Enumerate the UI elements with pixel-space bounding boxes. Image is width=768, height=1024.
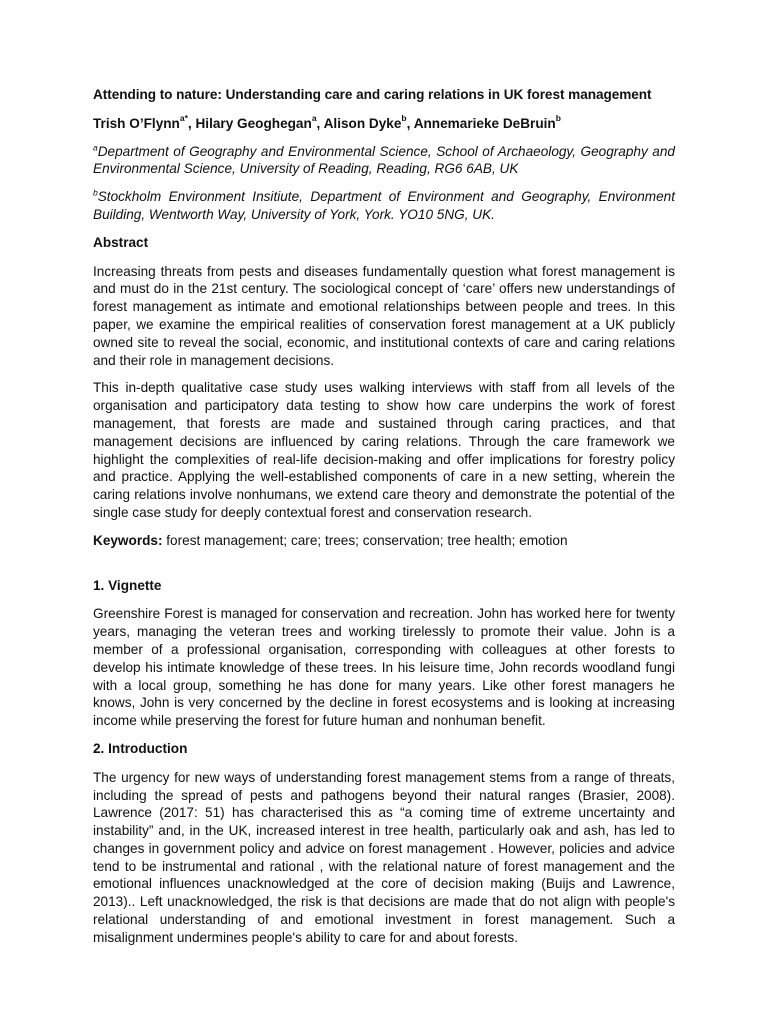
- affiliation-b: $^b$Stockholm Environment Insitiute, Department of Environment and Geography, Environment Building, Wentworth Way, University of York, York. YO10 5NG, UK.: [93, 187, 675, 222]
- author: Hilary Geoghegan$^a$,: [195, 113, 324, 131]
- keywords-text: forest management; care; trees; conservation; tree health; emotion: [162, 532, 568, 548]
- abstract-paragraph-1: Increasing threats from pests and diseases fundamentally question what forest management is and must do in the 21st century. The sociological concept of ‘care’ offers new understandings of forest management as intimate and emotional relationships between people and trees. In this paper, we examine the empirical realities of conservation forest management at a UK publicly owned site to reveal the social, economic, and institutional contexts of care and caring relations and their role in management decisions.: [93, 263, 675, 368]
- abstract-heading: Abstract: [93, 234, 149, 250]
- affiliation-a: $^a$Department of Geography and Environmental Science, School of Archaeology, Geography and Environmental Science, University of Reading, Reading, RG6 6AB, UK: [93, 142, 675, 177]
- section-paragraph-introduction: The urgency for new ways of understanding forest management stems from a range of threats, including the spread of pests and pathogens beyond their natural ranges (Brasier, 2008). Lawrence (2017: 51) has characterised this as “a coming time of extreme uncertainty and instability” and, in the UK, increased interest in tree health, particularly oak and ash, has led to changes in government policy and advice on forest management . However, policies and advice tend to be instrumental and rational , with the relational nature of forest management and the emotional influences unacknowledged at the core of decision making (Buijs and Lawrence, 2013).. Left unacknowledged, the risk is that decisions are made that do not align with people's relational understanding of and emotional investment in forest management. Such a misalignment undermines people's ability to care for and about forests.: [93, 769, 675, 945]
- paper-title: Attending to nature: Understanding care and caring relations in UK forest management: [93, 87, 652, 102]
- author: Trish O’Flynn$^{a*}$,: [93, 113, 196, 131]
- section-heading-introduction: 2. Introduction: [93, 740, 188, 756]
- paper-page: [93, 86, 675, 957]
- keywords-label: Keywords:: [93, 532, 163, 548]
- section-paragraph-vignette: Greenshire Forest is managed for conservation and recreation. John has worked here for twenty years, managing the veteran trees and working tirelessly to promote their value. John is a member of a professional organisation, corresponding with colleagues at other forests to develop his intimate knowledge of these trees. In his leisure time, John records woodland fungi with a local group, something he has done for many years. Like other forest managers he knows, John is very concerned by the decline in forest ecosystems and is looking at increasing income while preserving the forest for future human and nonhuman benefit.: [93, 606, 675, 729]
- abstract-paragraph-2: This in-depth qualitative case study uses walking interviews with staff from all levels of the organisation and participatory data testing to show how care underpins the work of forest management, that forests are made and sustained through caring practices, and that management decisions are influenced by caring relations. Through the care framework we highlight the complexities of real-life decision-making and offer implications for forestry policy and practice. Applying the well-established components of care in a new setting, wherein the caring relations involve nonhumans, we extend care theory and demonstrate the potential of the single case study for deeply contextual forest and conservation research.: [93, 380, 675, 520]
- author: Annemarieke DeBruin$^b$: [413, 113, 561, 131]
- author: Alison Dyke$^b$,: [323, 113, 414, 131]
- keywords-line: [93, 532, 675, 550]
- author-list: [93, 115, 675, 133]
- section-heading-vignette: 1. Vignette: [93, 577, 162, 593]
